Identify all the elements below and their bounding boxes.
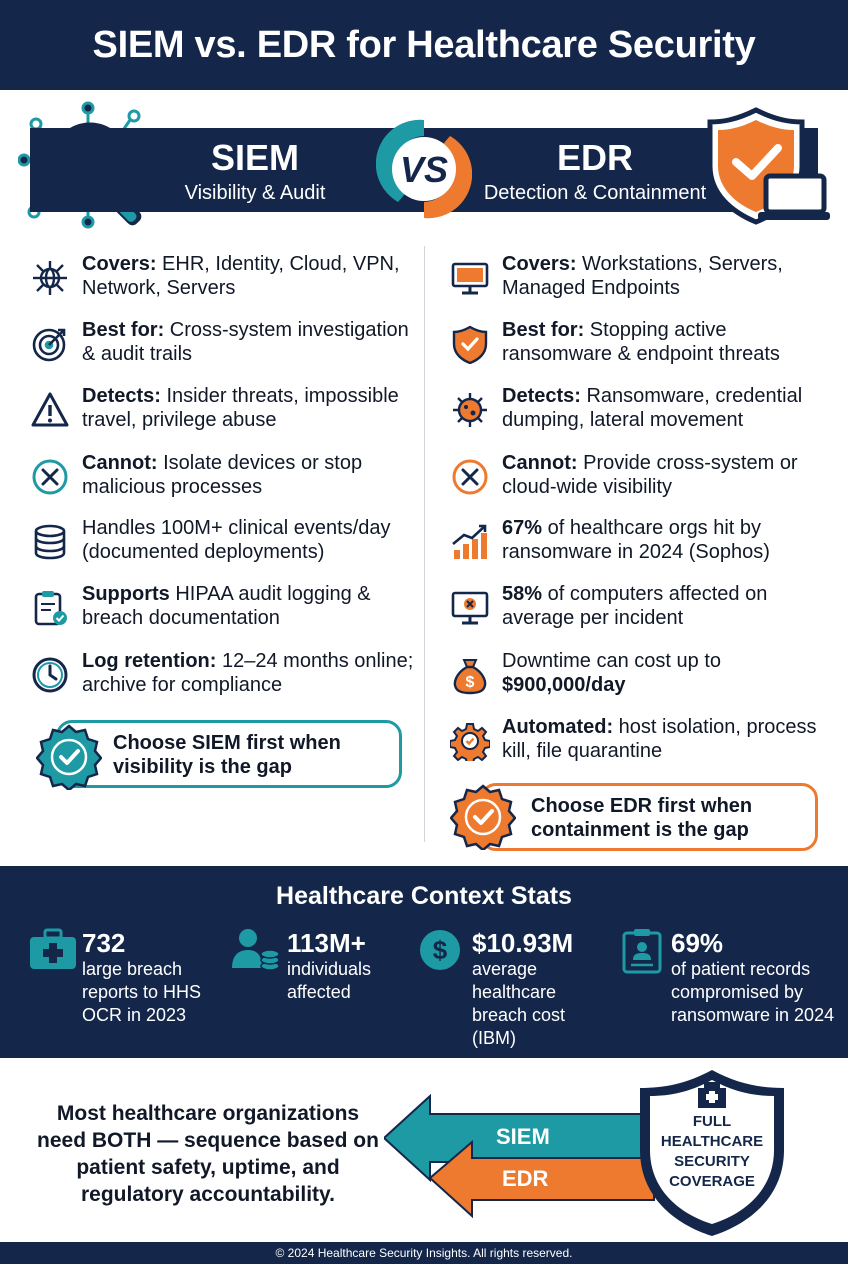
siem-tagline: Visibility & Audit [184, 182, 326, 204]
stat-breach-reports: 732 large breach reports to HHS OCR in 2023 [82, 928, 202, 1025]
stats-heading: Healthcare Context Stats [276, 882, 572, 910]
stat-breach-cost: $10.93M average healthcare breach cost (IBM) [472, 928, 574, 1048]
siem-row-cannot: Cannot: Isolate devices or stop malicious processes [30, 451, 420, 499]
circle-x-icon [450, 457, 490, 497]
vs-badge [376, 116, 472, 222]
siem-check-seal-icon [36, 724, 102, 790]
healthcare-stats-panel [0, 866, 848, 1058]
stat-individuals: 113M+ individuals affected [287, 928, 372, 1002]
bar-chart-up-icon [450, 522, 490, 562]
footer: © 2024 Healthcare Security Insights. All rights reserved. [0, 1242, 848, 1264]
clipboard-check-icon [30, 588, 70, 628]
siem-row-detects: Detects: Insider threats, impossible travel, privilege abuse [30, 384, 420, 432]
edr-row-covers: Covers: Workstations, Servers, Managed Endpoints [450, 252, 830, 300]
edr-row-automated: Automated: host isolation, process kill, file quarantine [450, 715, 830, 763]
clock-icon [30, 655, 70, 695]
stat-patient-records: 69% of patient records compromised by ransomware in 2024 [671, 928, 835, 1025]
circle-x-icon [30, 457, 70, 497]
choose-edr-text: Choose EDR first when containment is the gap [531, 795, 753, 841]
siem-title: SIEM [210, 137, 299, 178]
dollar-icon [418, 928, 462, 972]
siem-row-events: Handles 100M+ clinical events/day (documented deployments) [30, 516, 426, 564]
infected-monitor-icon [450, 588, 490, 628]
monitor-icon [450, 258, 490, 298]
choose-siem-callout [56, 720, 402, 788]
edr-row-ransomware-stat: 67% of healthcare orgs hit by ransomware in 2024 (Sophos) [450, 516, 830, 564]
choose-siem-text: Choose SIEM first when visibility is the gap [113, 732, 341, 778]
siem-header [160, 138, 350, 205]
edr-row-computers-stat: 58% of computers affected on average per incident [450, 582, 830, 630]
edr-row-best-for: Best for: Stopping active ransomware & endpoint threats [450, 318, 830, 366]
database-icon [30, 522, 70, 562]
siem-edr-arrows [384, 1090, 664, 1220]
page-title: SIEM vs. EDR for Healthcare Security [92, 23, 756, 66]
network-globe-icon [30, 258, 70, 298]
edr-tagline: Detection & Containment [483, 182, 707, 204]
choose-edr-callout [480, 783, 818, 851]
bottom-message: Most healthcare organizations need BOTH — sequence based on patient safety, uptime, and regulatory accountability. [37, 1102, 379, 1206]
edr-row-detects: Detects: Ransomware, credential dumping, lateral movement [450, 384, 830, 432]
medical-kit-icon [28, 928, 78, 972]
patient-record-icon [622, 928, 662, 974]
siem-row-supports: Supports HIPAA audit logging & breach documentation [30, 582, 420, 630]
svg-text:$: $ [432, 935, 448, 965]
gear-shield-icon [450, 721, 490, 761]
shield-text: FULL HEALTHCARE SECURITY COVERAGE [660, 1113, 764, 1190]
siem-arrow-label: SIEM [496, 1124, 550, 1149]
edr-shield-laptop-icon [706, 104, 830, 228]
shield-check-icon [450, 324, 490, 364]
siem-row-best-for: Best for: Cross-system investigation & audit trails [30, 318, 420, 366]
vs-label: VS [399, 149, 449, 190]
warning-triangle-icon [30, 390, 70, 430]
edr-row-cannot: Cannot: Provide cross-system or cloud-wide visibility [450, 451, 830, 499]
coverage-shield [634, 1066, 790, 1238]
siem-row-log-retention: Log retention: 12–24 months online; archive for compliance [30, 649, 420, 697]
money-bag-icon [450, 655, 490, 695]
siem-row-covers: Covers: EHR, Identity, Cloud, VPN, Network, Servers [30, 252, 420, 300]
edr-header [470, 138, 720, 205]
edr-title: EDR [556, 137, 633, 178]
edr-arrow-label: EDR [502, 1166, 549, 1191]
edr-check-seal-icon [450, 784, 516, 850]
title-bar [0, 0, 848, 90]
edr-row-downtime: $ Downtime can cost up to $900,000/day [450, 649, 830, 697]
target-icon [30, 324, 70, 364]
people-data-icon [232, 928, 280, 972]
virus-icon [450, 390, 490, 430]
svg-text:$: $ [465, 674, 475, 691]
